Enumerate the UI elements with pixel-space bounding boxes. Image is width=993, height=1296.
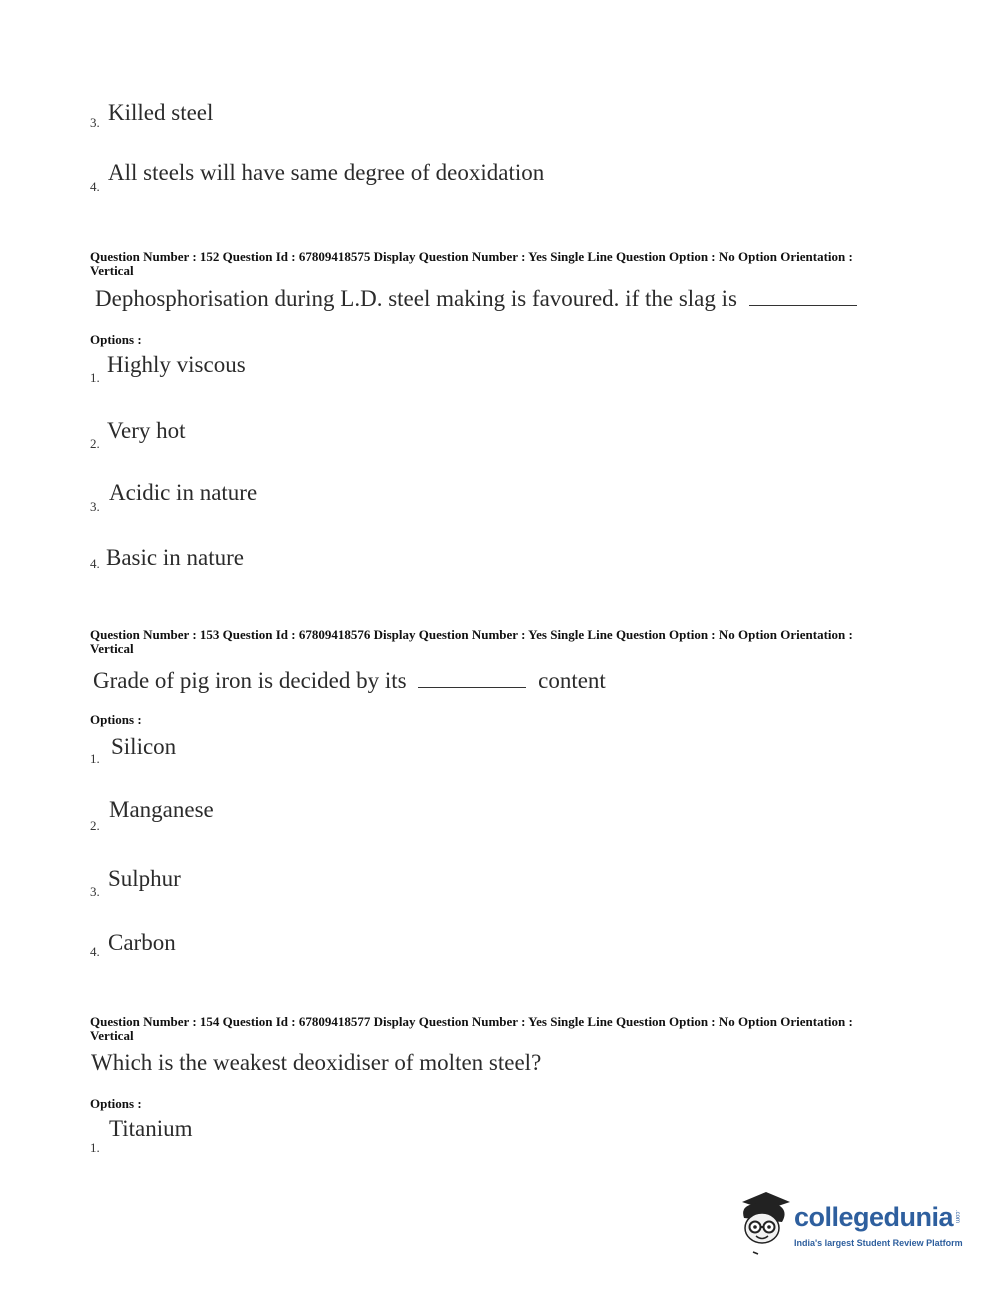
option-number: 4. xyxy=(90,179,100,194)
option-number: 1. xyxy=(90,370,100,385)
option-text: Carbon xyxy=(108,930,176,955)
question-text-before: Grade of pig iron is decided by its xyxy=(93,668,407,693)
logo-wordmark: collegedunia xyxy=(794,1202,954,1232)
options-label: Options : xyxy=(90,712,142,727)
option-text: Very hot xyxy=(107,418,186,443)
logo-tagline: India's largest Student Review Platform xyxy=(794,1238,963,1248)
mascot-icon xyxy=(736,1188,792,1256)
answer-blank xyxy=(418,669,526,688)
question-text xyxy=(93,668,606,694)
question-text: Which is the weakest deoxidiser of molten steel? xyxy=(91,1050,542,1075)
question-text-after: content xyxy=(538,668,606,693)
option-text: Titanium xyxy=(109,1116,193,1141)
option-number: 1. xyxy=(90,1140,100,1155)
option-text: Highly viscous xyxy=(107,352,246,377)
option-number: 2. xyxy=(90,818,100,833)
question-meta: Question Number : 153 Question Id : 67809418576 Display Question Number : Yes Single Line Question Option : No Option Orientation : Vertical xyxy=(90,627,853,656)
option-text: Killed steel xyxy=(108,100,214,125)
option-number: 3. xyxy=(90,884,100,899)
option-text: Acidic in nature xyxy=(109,480,258,505)
logo-domain: .com xyxy=(954,1210,960,1224)
option-text: Sulphur xyxy=(108,866,181,891)
options-label: Options : xyxy=(90,1096,142,1111)
option-number: 3. xyxy=(90,499,100,514)
answer-blank xyxy=(749,287,857,306)
options-label: Options : xyxy=(90,332,142,347)
question-meta: Question Number : 152 Question Id : 67809418575 Display Question Number : Yes Single Line Question Option : No Option Orientation : Vertical xyxy=(90,249,853,278)
question-text xyxy=(95,286,857,312)
option-text: All steels will have same degree of deoxidation xyxy=(108,160,545,185)
option-number: 4. xyxy=(90,556,100,571)
option-number: 4. xyxy=(90,944,100,959)
collegedunia-logo[interactable] xyxy=(736,1188,966,1258)
question-meta: Question Number : 154 Question Id : 67809418577 Display Question Number : Yes Single Line Question Option : No Option Orientation : Vertical xyxy=(90,1014,853,1043)
option-number: 1. xyxy=(90,751,100,766)
option-number: 3. xyxy=(90,115,100,130)
question-text-body: Dephosphorisation during L.D. steel making is favoured. if the slag is xyxy=(95,286,737,311)
option-number: 2. xyxy=(90,436,100,451)
option-text: Manganese xyxy=(109,797,214,822)
option-text: Silicon xyxy=(111,734,177,759)
option-text: Basic in nature xyxy=(106,545,244,570)
